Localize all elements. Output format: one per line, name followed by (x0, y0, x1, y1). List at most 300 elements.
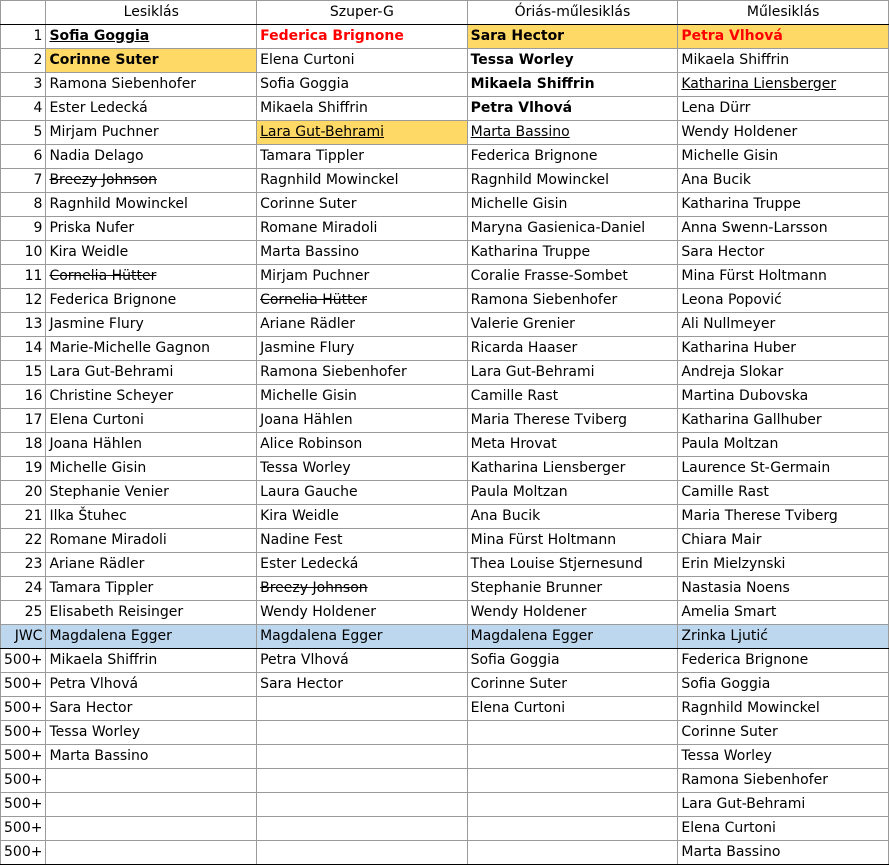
athlete-cell[interactable] (467, 25, 678, 49)
rank-cell[interactable]: 500+ (1, 745, 46, 769)
table-row (1, 793, 889, 817)
athlete-name: Andreja Slokar (681, 364, 784, 380)
athlete-cell[interactable] (467, 169, 678, 193)
rank-cell[interactable]: 21 (1, 505, 46, 529)
athlete-name: Ragnhild Mowinckel (260, 172, 399, 188)
table-row (1, 553, 889, 577)
athlete-name: Leona Popović (681, 292, 782, 308)
athlete-cell[interactable] (257, 625, 468, 649)
athlete-name: Sara Hector (260, 676, 343, 692)
athlete-cell[interactable] (467, 409, 678, 433)
athlete-cell[interactable] (467, 433, 678, 457)
athlete-cell[interactable] (467, 505, 678, 529)
athlete-name: Marta Bassino (260, 244, 360, 260)
athlete-cell[interactable] (678, 649, 889, 673)
athlete-name: Valerie Grenier (470, 316, 575, 332)
athlete-name: Corinne Suter (470, 676, 568, 692)
athlete-name: Sara Hector (49, 700, 133, 716)
athlete-cell[interactable] (257, 409, 468, 433)
athlete-name: Elena Curtoni (681, 820, 776, 836)
athlete-name: Michelle Gisin (681, 148, 779, 164)
athlete-cell[interactable] (678, 601, 889, 625)
athlete-name: Camille Rast (681, 484, 769, 500)
athlete-cell[interactable] (257, 673, 468, 697)
athlete-cell[interactable] (678, 577, 889, 601)
athlete-cell[interactable] (467, 385, 678, 409)
athlete-cell[interactable] (678, 265, 889, 289)
athlete-cell[interactable] (467, 697, 678, 721)
athlete-cell[interactable] (678, 769, 889, 793)
athlete-cell[interactable] (678, 73, 889, 97)
rank-cell[interactable]: 7 (1, 169, 46, 193)
athlete-cell[interactable] (678, 793, 889, 817)
athlete-cell[interactable] (257, 505, 468, 529)
athlete-cell[interactable] (46, 409, 257, 433)
athlete-name: Ali Nullmeyer (681, 316, 776, 332)
rank-cell[interactable]: 1 (1, 25, 46, 49)
athlete-cell[interactable] (467, 481, 678, 505)
athlete-name: Mina Fürst Holtmann (470, 532, 617, 548)
athlete-name: Katharina Huber (681, 340, 797, 356)
rank-cell[interactable]: 500+ (1, 721, 46, 745)
table-row (1, 817, 889, 841)
athlete-cell[interactable] (46, 553, 257, 577)
athlete-cell[interactable] (257, 721, 468, 745)
athlete-name: Wendy Holdener (260, 604, 376, 620)
athlete-cell[interactable] (678, 817, 889, 841)
athlete-cell[interactable] (678, 433, 889, 457)
athlete-name: Thea Louise Stjernesund (470, 556, 643, 572)
table-row (1, 481, 889, 505)
table-row (1, 217, 889, 241)
table-row (1, 721, 889, 745)
table-row (1, 145, 889, 169)
athlete-name: Mirjam Puchner (49, 124, 159, 140)
athlete-cell[interactable] (257, 49, 468, 73)
header-slalom[interactable]: Műlesiklás (678, 1, 889, 25)
athlete-cell[interactable] (257, 577, 468, 601)
table-row-jwc (1, 625, 889, 649)
athlete-cell[interactable] (678, 385, 889, 409)
rank-cell[interactable]: 5 (1, 121, 46, 145)
rank-cell[interactable]: 13 (1, 313, 46, 337)
athlete-name: Elisabeth Reisinger (49, 604, 184, 620)
athlete-cell[interactable] (678, 313, 889, 337)
athlete-cell[interactable] (46, 49, 257, 73)
rank-cell[interactable]: 4 (1, 97, 46, 121)
athlete-name: Elena Curtoni (470, 700, 566, 716)
rank-cell[interactable]: 500+ (1, 697, 46, 721)
athlete-cell[interactable] (467, 241, 678, 265)
athlete-name: Corinne Suter (260, 196, 357, 212)
athlete-cell[interactable] (467, 529, 678, 553)
athlete-name: Mikaela Shiffrin (49, 652, 158, 668)
athlete-cell[interactable] (257, 433, 468, 457)
athlete-cell[interactable] (678, 337, 889, 361)
header-giant-slalom[interactable]: Óriás-műlesiklás (467, 1, 678, 25)
athlete-name: Romane Miradoli (49, 532, 167, 548)
table-row (1, 265, 889, 289)
athlete-cell[interactable] (467, 841, 678, 865)
athlete-cell[interactable] (257, 25, 468, 49)
athlete-name: Mikaela Shiffrin (681, 52, 790, 68)
rank-cell[interactable]: 11 (1, 265, 46, 289)
table-row (1, 289, 889, 313)
athlete-name: Federica Brignone (49, 292, 177, 308)
rank-cell[interactable]: 20 (1, 481, 46, 505)
athlete-cell[interactable] (678, 529, 889, 553)
rank-cell[interactable]: 500+ (1, 817, 46, 841)
athlete-cell[interactable] (46, 649, 257, 673)
athlete-cell[interactable] (467, 817, 678, 841)
athlete-name: Katharina Truppe (470, 244, 591, 260)
athlete-name: Stephanie Venier (49, 484, 169, 500)
athlete-cell[interactable] (46, 457, 257, 481)
athlete-name: Corinne Suter (49, 52, 159, 68)
athlete-name: Paula Moltzan (681, 436, 779, 452)
athlete-cell[interactable] (46, 433, 257, 457)
athlete-name: Amelia Smart (681, 604, 777, 620)
athlete-name: Lena Dürr (681, 100, 751, 116)
athlete-name: Wendy Holdener (681, 124, 798, 140)
athlete-cell[interactable] (467, 121, 678, 145)
athlete-name: Ragnhild Mowinckel (49, 196, 188, 212)
athlete-cell[interactable] (46, 73, 257, 97)
athlete-cell[interactable] (678, 361, 889, 385)
athlete-cell[interactable] (46, 289, 257, 313)
athlete-cell[interactable] (46, 361, 257, 385)
athlete-name: Sofia Goggia (49, 28, 150, 44)
table-row (1, 361, 889, 385)
athlete-name: Maria Therese Tviberg (470, 412, 628, 428)
athlete-cell[interactable] (678, 25, 889, 49)
athlete-cell[interactable] (46, 217, 257, 241)
athlete-name: Coralie Frasse-Sombet (470, 268, 628, 284)
athlete-cell[interactable] (46, 505, 257, 529)
athlete-cell[interactable] (257, 145, 468, 169)
athlete-name: Wendy Holdener (470, 604, 587, 620)
athlete-name: Sofia Goggia (681, 676, 771, 692)
athlete-cell[interactable] (257, 97, 468, 121)
rank-cell[interactable]: 500+ (1, 769, 46, 793)
athlete-cell[interactable] (257, 121, 468, 145)
athlete-name: Nadia Delago (49, 148, 144, 164)
rank-cell[interactable]: 15 (1, 361, 46, 385)
athlete-cell[interactable] (257, 337, 468, 361)
athlete-name: Ragnhild Mowinckel (681, 700, 820, 716)
athlete-cell[interactable] (467, 673, 678, 697)
athlete-cell[interactable] (46, 265, 257, 289)
athlete-name: Ramona Siebenhofer (470, 292, 618, 308)
rank-cell[interactable]: 14 (1, 337, 46, 361)
athlete-cell[interactable] (257, 601, 468, 625)
athlete-cell[interactable] (678, 193, 889, 217)
athlete-name: Kira Weidle (49, 244, 129, 260)
table-row (1, 241, 889, 265)
athlete-name: Ester Ledecká (260, 556, 359, 572)
athlete-cell[interactable] (678, 121, 889, 145)
athlete-cell[interactable] (467, 289, 678, 313)
table-row (1, 457, 889, 481)
athlete-name: Ilka Štuhec (49, 508, 127, 524)
athlete-name: Nastasia Noens (681, 580, 790, 596)
athlete-name: Mikaela Shiffrin (260, 100, 368, 116)
athlete-cell[interactable] (678, 841, 889, 865)
athlete-cell[interactable] (257, 769, 468, 793)
athlete-cell[interactable] (678, 97, 889, 121)
athlete-cell[interactable] (257, 361, 468, 385)
athlete-cell[interactable] (257, 289, 468, 313)
athlete-cell[interactable] (467, 49, 678, 73)
table-row (1, 697, 889, 721)
athlete-cell[interactable] (467, 193, 678, 217)
athlete-cell[interactable] (46, 529, 257, 553)
athlete-cell[interactable] (678, 697, 889, 721)
athlete-name: Katharina Gallhuber (681, 412, 822, 428)
athlete-name: Breezy Johnson (260, 580, 368, 596)
athlete-name: Ricarda Haaser (470, 340, 578, 356)
athlete-name: Joana Hählen (49, 436, 142, 452)
athlete-cell[interactable] (678, 625, 889, 649)
athlete-cell[interactable] (46, 721, 257, 745)
athlete-cell[interactable] (678, 721, 889, 745)
rank-cell[interactable]: 12 (1, 289, 46, 313)
athlete-cell[interactable] (467, 793, 678, 817)
athlete-cell[interactable] (46, 97, 257, 121)
athlete-name: Ariane Rädler (49, 556, 145, 572)
rank-cell[interactable]: 25 (1, 601, 46, 625)
athlete-cell[interactable] (46, 601, 257, 625)
athlete-name: Lara Gut-Behrami (470, 364, 595, 380)
athlete-cell[interactable] (257, 73, 468, 97)
table-row (1, 409, 889, 433)
athlete-cell[interactable] (467, 337, 678, 361)
athlete-cell[interactable] (46, 145, 257, 169)
athlete-cell[interactable] (678, 673, 889, 697)
athlete-cell[interactable] (46, 673, 257, 697)
athlete-cell[interactable] (678, 553, 889, 577)
rank-cell[interactable]: 2 (1, 49, 46, 73)
athlete-name: Laurence St-Germain (681, 460, 831, 476)
athlete-name: Mina Fürst Holtmann (681, 268, 827, 284)
athlete-cell[interactable] (46, 625, 257, 649)
athlete-cell[interactable] (257, 697, 468, 721)
athlete-name: Christine Scheyer (49, 388, 174, 404)
rank-cell[interactable]: 500+ (1, 793, 46, 817)
athlete-cell[interactable] (467, 457, 678, 481)
athlete-cell[interactable] (257, 217, 468, 241)
athlete-cell[interactable] (46, 121, 257, 145)
athlete-cell[interactable] (467, 361, 678, 385)
rank-cell[interactable]: 16 (1, 385, 46, 409)
athlete-name: Tessa Worley (260, 460, 351, 476)
athlete-name: Magdalena Egger (49, 628, 172, 644)
athlete-cell[interactable] (678, 505, 889, 529)
athlete-cell[interactable] (46, 577, 257, 601)
athlete-cell[interactable] (467, 745, 678, 769)
athlete-name: Michelle Gisin (470, 196, 568, 212)
rank-cell[interactable]: 17 (1, 409, 46, 433)
athlete-cell[interactable] (467, 601, 678, 625)
athlete-cell[interactable] (257, 457, 468, 481)
athlete-cell[interactable] (467, 721, 678, 745)
athlete-cell[interactable] (257, 241, 468, 265)
table-row (1, 169, 889, 193)
rank-cell[interactable]: 23 (1, 553, 46, 577)
header-super-g[interactable]: Szuper-G (257, 1, 468, 25)
athlete-name: Jasmine Flury (49, 316, 144, 332)
athlete-cell[interactable] (257, 385, 468, 409)
athlete-name: Chiara Mair (681, 532, 762, 548)
athlete-cell[interactable] (46, 697, 257, 721)
athlete-cell[interactable] (467, 577, 678, 601)
rank-cell[interactable]: 18 (1, 433, 46, 457)
rank-cell[interactable]: 500+ (1, 673, 46, 697)
athlete-name: Tamara Tippler (260, 148, 364, 164)
athlete-cell[interactable] (678, 217, 889, 241)
rank-cell[interactable]: JWC (1, 625, 46, 649)
athlete-cell[interactable] (467, 553, 678, 577)
athlete-cell[interactable] (467, 97, 678, 121)
athlete-cell[interactable] (678, 49, 889, 73)
athlete-cell[interactable] (678, 145, 889, 169)
athlete-cell[interactable] (257, 841, 468, 865)
athlete-name: Marta Bassino (470, 124, 570, 140)
athlete-cell[interactable] (257, 745, 468, 769)
table-row (1, 73, 889, 97)
athlete-cell[interactable] (678, 169, 889, 193)
athlete-cell[interactable] (678, 745, 889, 769)
athlete-cell[interactable] (257, 193, 468, 217)
athlete-name: Ramona Siebenhofer (681, 772, 828, 788)
athlete-name: Paula Moltzan (470, 484, 568, 500)
rank-cell[interactable]: 10 (1, 241, 46, 265)
rank-cell[interactable]: 19 (1, 457, 46, 481)
header-rank[interactable] (1, 1, 46, 25)
athlete-cell[interactable] (257, 793, 468, 817)
table-row (1, 337, 889, 361)
athlete-name: Tessa Worley (470, 52, 574, 68)
athlete-cell[interactable] (257, 649, 468, 673)
athlete-cell[interactable] (678, 457, 889, 481)
athlete-cell[interactable] (46, 169, 257, 193)
rank-cell[interactable]: 9 (1, 217, 46, 241)
athlete-cell[interactable] (257, 313, 468, 337)
athlete-cell[interactable] (678, 241, 889, 265)
athlete-name: Petra Vlhová (470, 100, 573, 116)
table-row (1, 769, 889, 793)
athlete-name: Ramona Siebenhofer (49, 76, 197, 92)
athlete-cell[interactable] (257, 169, 468, 193)
athlete-name: Michelle Gisin (260, 388, 357, 404)
athlete-cell[interactable] (257, 481, 468, 505)
athlete-name: Lara Gut-Behrami (681, 796, 806, 812)
athlete-name: Tamara Tippler (49, 580, 154, 596)
athlete-cell[interactable] (46, 841, 257, 865)
athlete-name: Ariane Rädler (260, 316, 355, 332)
athlete-cell[interactable] (46, 25, 257, 49)
table-row (1, 841, 889, 865)
athlete-cell[interactable] (46, 793, 257, 817)
athlete-name: Ana Bucik (470, 508, 541, 524)
athlete-name: Stephanie Brunner (470, 580, 603, 596)
athlete-cell[interactable] (46, 241, 257, 265)
athlete-name: Elena Curtoni (49, 412, 144, 428)
athlete-cell[interactable] (257, 817, 468, 841)
athlete-cell[interactable] (678, 481, 889, 505)
athlete-cell[interactable] (678, 409, 889, 433)
athlete-cell[interactable] (257, 529, 468, 553)
table-row (1, 577, 889, 601)
athlete-name: Anna Swenn-Larsson (681, 220, 828, 236)
athlete-name: Cornelia Hütter (260, 292, 367, 308)
rank-cell[interactable]: 3 (1, 73, 46, 97)
table-row (1, 49, 889, 73)
athlete-cell[interactable] (46, 385, 257, 409)
athlete-cell[interactable] (46, 481, 257, 505)
athlete-cell[interactable] (46, 769, 257, 793)
athlete-name: Erin Mielzynski (681, 556, 786, 572)
athlete-name: Mirjam Puchner (260, 268, 370, 284)
athlete-cell[interactable] (678, 289, 889, 313)
athlete-name: Katharina Liensberger (470, 460, 626, 476)
athlete-name: Kira Weidle (260, 508, 339, 524)
athlete-name: Marta Bassino (681, 844, 781, 860)
athlete-cell[interactable] (467, 145, 678, 169)
athlete-cell[interactable] (467, 265, 678, 289)
athlete-cell[interactable] (467, 769, 678, 793)
athlete-cell[interactable] (467, 313, 678, 337)
athlete-cell[interactable] (467, 73, 678, 97)
rank-cell[interactable]: 6 (1, 145, 46, 169)
athlete-cell[interactable] (46, 337, 257, 361)
athlete-name: Petra Vlhová (260, 652, 349, 668)
athlete-name: Nadine Fest (260, 532, 343, 548)
athlete-name: Tessa Worley (49, 724, 140, 740)
athlete-name: Sofia Goggia (470, 652, 560, 668)
athlete-name: Alice Robinson (260, 436, 363, 452)
athlete-cell[interactable] (257, 265, 468, 289)
athlete-name: Jasmine Flury (260, 340, 355, 356)
athlete-cell[interactable] (467, 649, 678, 673)
athlete-cell[interactable] (46, 193, 257, 217)
athlete-cell[interactable] (46, 745, 257, 769)
athlete-name: Lara Gut-Behrami (260, 124, 384, 140)
rank-cell[interactable]: 24 (1, 577, 46, 601)
rank-cell[interactable]: 8 (1, 193, 46, 217)
table-row (1, 121, 889, 145)
athlete-name: Marta Bassino (49, 748, 149, 764)
rank-cell[interactable]: 500+ (1, 649, 46, 673)
table-row (1, 649, 889, 673)
athlete-cell[interactable] (467, 625, 678, 649)
rank-cell[interactable]: 500+ (1, 841, 46, 865)
header-downhill[interactable]: Lesiklás (46, 1, 257, 25)
athlete-name: Federica Brignone (260, 28, 404, 44)
athlete-name: Maria Therese Tviberg (681, 508, 838, 524)
athlete-name: Ana Bucik (681, 172, 752, 188)
athlete-name: Priska Nufer (49, 220, 135, 236)
athlete-cell[interactable] (257, 553, 468, 577)
header-row (1, 1, 889, 25)
rank-cell[interactable]: 22 (1, 529, 46, 553)
athlete-cell[interactable] (467, 217, 678, 241)
table-row (1, 385, 889, 409)
athlete-name: Ester Ledecká (49, 100, 148, 116)
athlete-name: Mikaela Shiffrin (470, 76, 595, 92)
athlete-cell[interactable] (46, 313, 257, 337)
athlete-cell[interactable] (46, 817, 257, 841)
